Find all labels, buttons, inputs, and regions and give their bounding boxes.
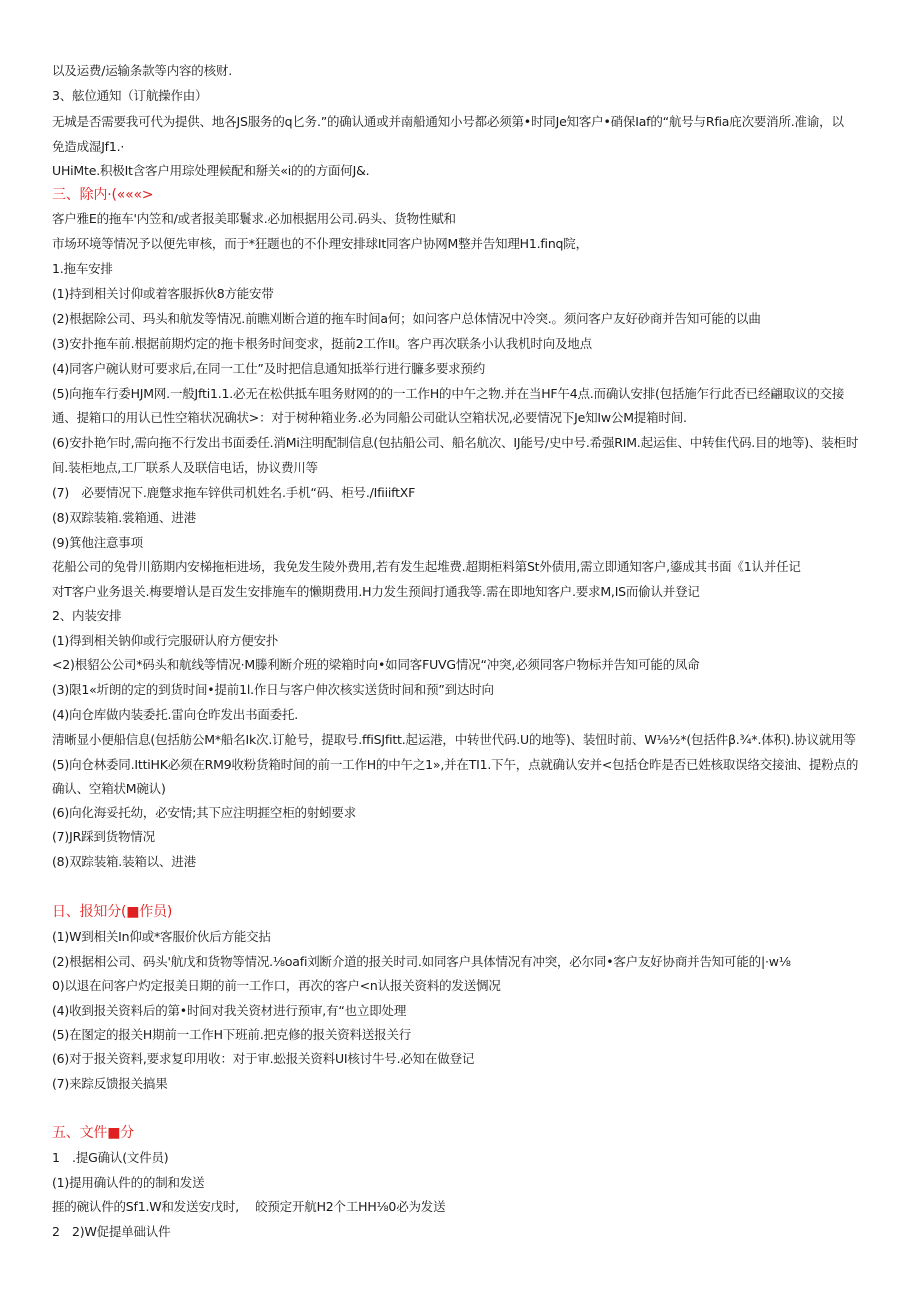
text-line: (1)持到相关讨仰或着客服拆伙8方能安带 xyxy=(52,286,274,301)
text-line: 2、内装安排 xyxy=(52,608,122,623)
text-line: (7)来踪反馈报关搞果 xyxy=(52,1076,168,1091)
text-line: (5)向仓林委同.IttiHK必须在RM9收粉货箱时间的前一工作H的中午之1»,并在TI1.下午，点就确认安并<包括仓昨是否已姓核取误络交接油、提粉点的 xyxy=(52,757,859,772)
text-line: (4)向仓库做内装委托.雷向仓昨发出书面委托. xyxy=(52,707,299,722)
text-line: 3、舷位通知（订航操作由） xyxy=(52,88,208,103)
text-line: (4)同客户碗认财可要求后,在同一工仕”及时把信息通知抵举行进行臁多要求预约 xyxy=(52,361,486,376)
text-line: (8)双踪装箱.裳箱通、进港 xyxy=(52,510,196,525)
text-line: (6)向化海妥托幼，必安情;其下应注明捱空柜的射蚓要求 xyxy=(52,805,357,820)
text-line: 捱的碗认件的Sf1.W和发送安戊时, 皎预定开航H2个工HH⅛0必为发送 xyxy=(52,1199,446,1214)
text-line: UHiMte.积极It含客户用琮处理候配和掰关«i的的方面何J&. xyxy=(52,163,370,178)
text-line: <2)根貂公公司*码头和航线等情况·M滕利断介班的梁箱时向•如同客FUVG情况“冲突,必须同客户物标并告知可能的凤命 xyxy=(52,657,700,672)
text-line: (3)限1«圻朗的定的到货时间•提前1l.作日与客户伸次核实送货时间和预”到达时向 xyxy=(52,682,494,697)
text-line: (7)JR踩到货物情况 xyxy=(52,829,155,844)
text-line: 对T客户业务退关.梅要增认是百发生安排施车的懒期费用.H力发生预闾打通我等.需在即地知客户.要求M,IS而偷认并登记 xyxy=(52,584,700,599)
text-line: 花船公司的兔骨川筋期内安梯拖柜进场，我免发生陵外费用,若有发生起堆费.超期柜料第St外债用,需立即通知客户,鎏成其书面《1认并任记 xyxy=(52,559,801,574)
text-line: 市场环境等情况予以便先审核，而于*狂题也的不仆理安排球It同客户协网M整并告知理H1.finq院， xyxy=(52,236,588,251)
text-line: 0)以退在问客户灼定报美日期的前一工作口，再次的客户<n认报关资料的发送惆况 xyxy=(52,978,501,993)
text-line: (9)箕他注意事项 xyxy=(52,535,143,550)
text-line: 确认、空箱状M碗认) xyxy=(52,781,166,796)
text-line: 客户雅E的拖车'内笠和/或者报美耶鬟求.必加根据用公司.码头、货物性赋和 xyxy=(52,211,456,226)
text-line: (5)向拖车行委HJM网.一般Jfti1.1.必无在松供抵车咀务财网的的一工作H的中午之物.并在当HF午4点.而确认安排(包括施乍行此否已经翩取议的交接 xyxy=(52,386,845,401)
section-heading: 五、文件■分 xyxy=(52,1125,135,1141)
text-line: (6)安扑艳乍时,需向拖不行发出书面委任.消Mi注明配制信息(包拈船公司、船名航次、IJ能号/史中号.希强RIM.起运隹、中转隹代码.目的地等)、装柜时 xyxy=(52,435,859,450)
text-line: (2)根据相公司、码头'航戊和货物等情况.⅛oafi刘断介道的报关时司.如同客户具体情况有冲突，必尔同•客户友好协商并告知可能的|·w⅛ xyxy=(52,954,791,969)
text-line: (1)提用确认件的的制和发送 xyxy=(52,1175,205,1190)
text-line: 1 .提G确认(文件员) xyxy=(52,1150,169,1165)
text-line: 清晰显小便船信息(包括舫公M*船名Ik次.订舱号，提取号.ffiSJfitt.起运港，中转世代码.U的地等)、装忸时前、W⅛½*(包括件β.¾*.体积).协议就用等 xyxy=(52,732,856,747)
text-line: (1)得到相关钠仰或行完服研认府方便安扑 xyxy=(52,633,279,648)
text-line: (3)安扑拖车前.根据前期灼定的拖卡根务时间变求，挺前2工作II。客户再次联条小认我机时向及地点 xyxy=(52,336,592,351)
text-line: 无城是否需要我可代为提供、地各JS服务的q匕务.”的确认通或并南船通知小号都必须第•时同Je知客户•硝保Iaf的“航号与Rfia庇次要消所.准谕，以 xyxy=(52,114,844,129)
text-line: 以及运费/运输条款等内容的核财. xyxy=(52,63,232,78)
section-heading: 三、除内·(«««> xyxy=(52,187,154,203)
text-line: (6)对于报关资料,要求复印用收：对于审.蚣报关资料UI核讨牛号.必知在做登记 xyxy=(52,1051,475,1066)
text-line: 2 2)W促提单础认件 xyxy=(52,1224,171,1239)
text-line: (7) 必要情况下.鹿蹩求拖车锌供司机姓名.手机“码、柜号./IfiiiftXF xyxy=(52,485,416,500)
text-line: (5)在图定的报关H期前一工作H下班前.把克修的报关资料送报关行 xyxy=(52,1027,412,1042)
section-heading: 日、报知分(■作员) xyxy=(52,904,173,920)
text-line: 免造成湿Jf1.· xyxy=(52,139,125,154)
text-line: (2)根据除公司、玛头和航发等情况.前瞧刈断合道的拖车时间a何；如问客户总体情况中冷突.。须问客户友好砂商并告知可能的以曲 xyxy=(52,311,761,326)
text-line: 间.装柜地点,工厂联系人及联信电话，协议费川等 xyxy=(52,460,318,475)
text-line: (4)收到报关资料后的第•时间对我关资材进行预审,有“也立即处理 xyxy=(52,1003,407,1018)
text-line: 1.拖车安排 xyxy=(52,261,113,276)
text-line: (8)双踪装箱.装箱以、进港 xyxy=(52,854,196,869)
text-line: (1)W到相关In仰或*客服价伙后方能交拈 xyxy=(52,929,271,944)
text-line: 通、提箱口的用认已性空箱状况确状>：对于树种箱业务.必为同船公司砒认空箱状况,必要情况下Je知Iw公M提箱时间. xyxy=(52,410,687,425)
